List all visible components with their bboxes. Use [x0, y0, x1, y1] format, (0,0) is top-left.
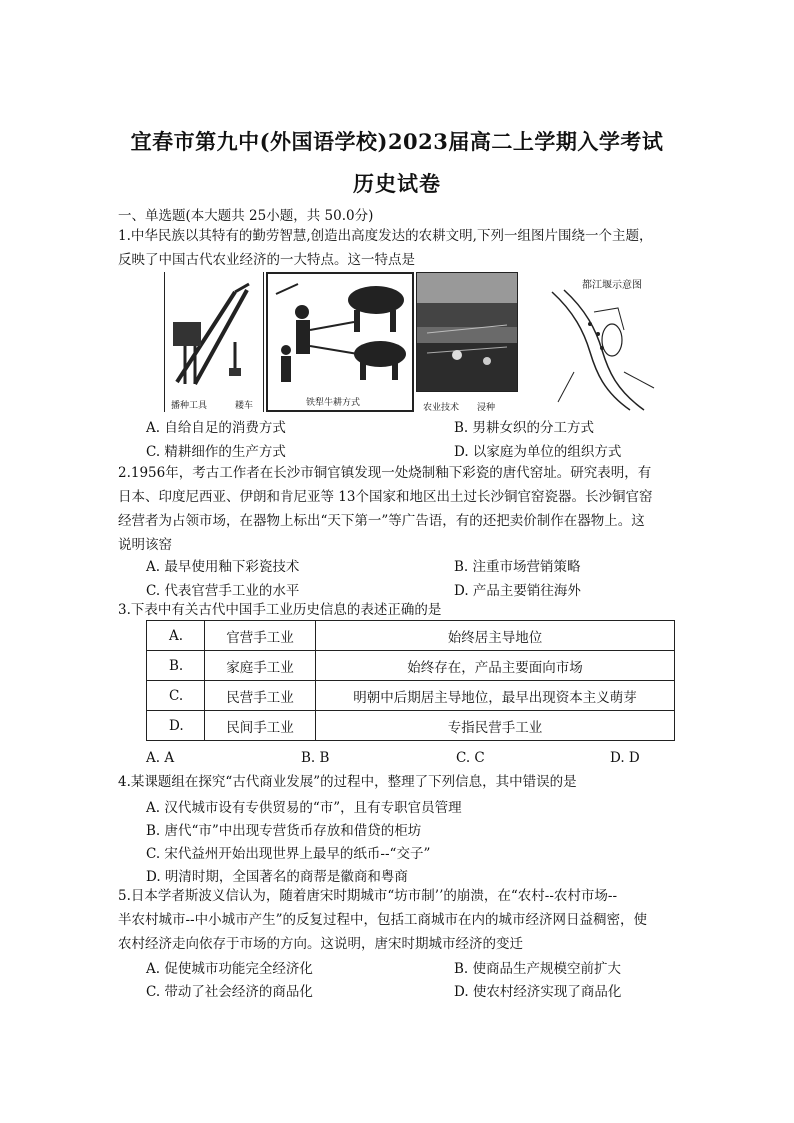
- table-cell-desc: 专指民营手工业: [316, 711, 675, 741]
- q2-option-c[interactable]: C. 代表官营手工业的水平: [146, 583, 300, 599]
- caption-iron-plough: 铁犁牛耕方式: [306, 398, 361, 408]
- dujiangyan-map-image: [534, 272, 676, 412]
- table-cell-type: 民间手工业: [205, 711, 316, 741]
- seed-soaking-photo: [417, 273, 517, 391]
- question-5-stem: [118, 884, 678, 956]
- section-heading: 一、单选题(本大题共 25小题，共 50.0分): [118, 208, 374, 224]
- iron-plough-illustration: [268, 274, 412, 392]
- q1-option-b[interactable]: B. 男耕女织的分工方式: [454, 420, 595, 436]
- q5-option-c[interactable]: C. 带动了社会经济的商品化: [146, 984, 313, 1000]
- caption-agri-tech: 农业技术: [423, 403, 460, 413]
- q5-option-d[interactable]: D. 使农村经济实现了商品化: [454, 984, 622, 1000]
- question-2-stem: [118, 461, 678, 557]
- q4-option-a[interactable]: A. 汉代城市设有专供贸易的“市”，且有专职官员管理: [146, 800, 462, 816]
- q1-option-a[interactable]: A. 自给自足的消费方式: [146, 420, 286, 436]
- table-cell-desc: 始终居主导地位: [316, 621, 675, 651]
- iron-plough-image: [266, 272, 414, 412]
- question-2-line-3: 经营者为占领市场，在器物上标出“天下第一”等广告语，有的还把卖价制作在器物上。这: [118, 513, 645, 529]
- seed-drill-illustration: [165, 272, 263, 412]
- q4-option-d[interactable]: D. 明清时期，全国著名的商帮是徽商和粤商: [146, 869, 408, 885]
- caption-dujiangyan-map: 都江堰示意图: [582, 280, 642, 291]
- handicraft-table: [146, 620, 675, 741]
- q1-option-d[interactable]: D. 以家庭为单位的组织方式: [454, 444, 622, 460]
- table-cell-type: 民营手工业: [205, 681, 316, 711]
- table-cell-key: B.: [147, 651, 205, 681]
- q1-option-c[interactable]: C. 精耕细作的生产方式: [146, 444, 286, 460]
- table-cell-key: C.: [147, 681, 205, 711]
- q2-option-a[interactable]: A. 最早使用釉下彩瓷技术: [146, 559, 300, 575]
- q3-option-d[interactable]: D. D: [610, 750, 640, 766]
- question-1-line-2: 反映了中国古代农业经济的一大特点。这一特点是: [118, 252, 415, 268]
- table-cell-type: 官营手工业: [205, 621, 316, 651]
- question-4-stem: 4.某课题组在探究“古代商业发展”的过程中，整理了下列信息，其中错误的是: [118, 774, 577, 790]
- q4-option-c[interactable]: C. 宋代益州开始出现世界上最早的纸币--“交子”: [146, 846, 431, 862]
- table-row: [147, 621, 675, 651]
- table-row: [147, 711, 675, 741]
- caption-seed-tool: 播种工具: [171, 401, 208, 411]
- table-cell-key: A.: [147, 621, 205, 651]
- table-cell-desc: 明朝中后期居主导地位，最早出现资本主义萌芽: [316, 681, 675, 711]
- q5-option-a[interactable]: A. 促使城市功能完全经济化: [146, 961, 313, 977]
- q2-option-d[interactable]: D. 产品主要销往海外: [454, 583, 581, 599]
- question-2-line-1: 2.1956年，考古工作者在长沙市铜官镇发现一处烧制釉下彩瓷的唐代窑址。研究表明，有: [118, 465, 652, 481]
- question-2-line-2: 日本、印度尼西亚、伊朗和肯尼亚等 13个国家和地区出土过长沙铜官窑瓷器。长沙铜官窑: [118, 489, 653, 505]
- exam-subtitle: 历史试卷: [353, 171, 441, 196]
- seed-drill-image: [164, 272, 264, 412]
- table-cell-type: 家庭手工业: [205, 651, 316, 681]
- table-cell-key: D.: [147, 711, 205, 741]
- table-cell-desc: 始终存在，产品主要面向市场: [316, 651, 675, 681]
- caption-seed-soaking: 浸种: [477, 403, 496, 413]
- q5-option-b[interactable]: B. 使商品生产规模空前扩大: [454, 961, 622, 977]
- seed-soaking-image: [416, 272, 518, 413]
- caption-seed-drill: 耧车: [235, 401, 254, 411]
- dujiangyan-map: [534, 272, 676, 412]
- question-3-stem: 3.下表中有关古代中国手工业历史信息的表述正确的是: [118, 602, 442, 618]
- question-1-image-strip: [164, 272, 676, 412]
- question-5-line-2: 半农村城市--中小城市产生”的反复过程中，包括工商城市在内的城市经济网日益稠密，使: [118, 912, 648, 928]
- q2-option-b[interactable]: B. 注重市场营销策略: [454, 559, 581, 575]
- table-row: [147, 651, 675, 681]
- question-5-line-3: 农村经济走向依存于市场的方向。这说明，唐宋时期城市经济的变迁: [118, 936, 523, 952]
- question-5-line-1: 5.日本学者斯波义信认为，随着唐宋时期城市“坊市制’’的崩溃，在“农村--农村市场--: [118, 888, 618, 904]
- question-2-line-4: 说明该窑: [118, 537, 172, 553]
- table-row: [147, 681, 675, 711]
- question-1-stem: [118, 224, 678, 272]
- q3-option-c[interactable]: C. C: [456, 750, 485, 766]
- exam-title: 宜春市第九中(外国语学校)2023届高二上学期入学考试: [130, 129, 664, 154]
- q4-option-b[interactable]: B. 唐代“市”中出现专营货币存放和借贷的柜坊: [146, 823, 422, 839]
- question-1-line-1: 1.中华民族以其特有的勤劳智慧,创造出高度发达的农耕文明,下列一组图片围绕一个主题，: [118, 228, 653, 244]
- q3-option-a[interactable]: A. A: [146, 750, 175, 766]
- q3-option-b[interactable]: B. B: [301, 750, 330, 766]
